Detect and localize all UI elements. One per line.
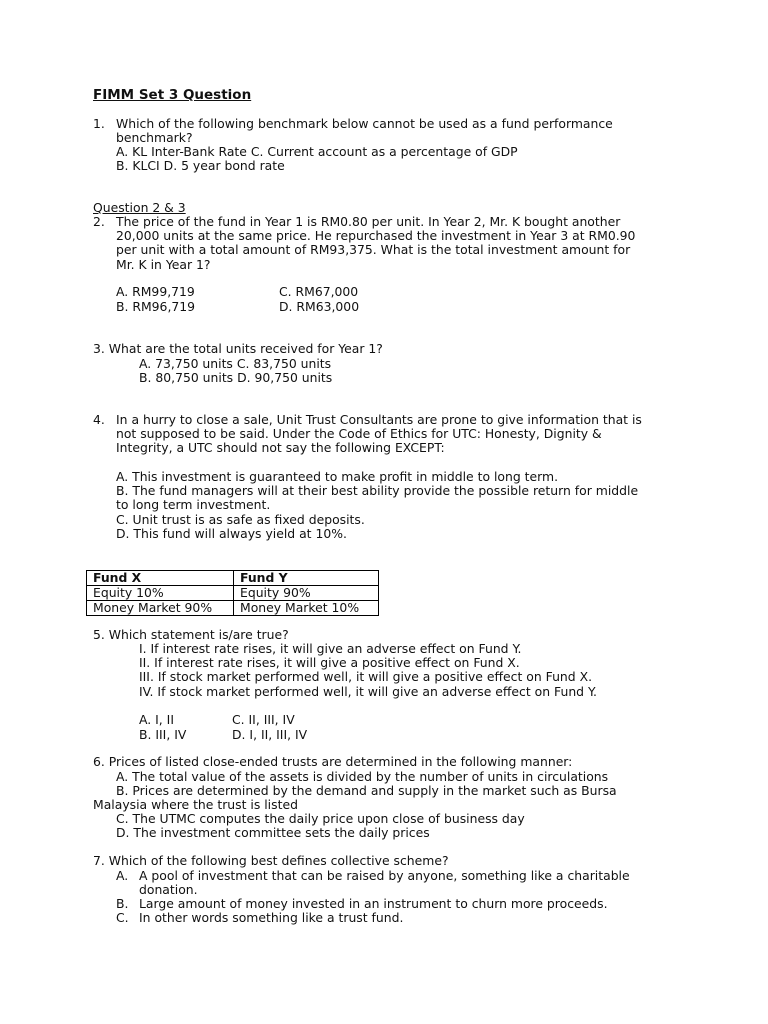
answer-option: A. KL Inter-Bank Rate C. Current account as a percentage of GDP: [116, 144, 518, 159]
question-text: 20,000 units at the same price. He repurchased the investment in Year 3 at RM0.90: [116, 228, 636, 243]
table-cell: Money Market 10%: [234, 601, 379, 616]
question-text: The price of the fund in Year 1 is RM0.80 per unit. In Year 2, Mr. K bought another: [116, 214, 621, 229]
answer-option: A pool of investment that can be raised by anyone, something like a charitable: [139, 868, 630, 883]
question-text: Integrity, a UTC should not say the following EXCEPT:: [116, 440, 445, 455]
page-title: FIMM Set 3 Question: [93, 87, 252, 103]
answer-option: A. The total value of the assets is divided by the number of units in circulations: [116, 769, 609, 784]
table-header-cell: Fund Y: [234, 571, 379, 586]
option-label: A.: [116, 868, 129, 883]
answer-option: B. KLCI D. 5 year bond rate: [116, 158, 285, 173]
question-text: benchmark?: [116, 130, 193, 145]
question-text: 5. Which statement is/are true?: [93, 627, 289, 642]
answer-option: C. RM67,000: [279, 284, 359, 299]
option-label: C.: [116, 910, 129, 925]
answer-option: to long term investment.: [116, 497, 271, 512]
table-header-row: [87, 571, 379, 586]
answer-option: C. Unit trust is as safe as fixed deposits.: [116, 512, 365, 527]
answer-option: B. Prices are determined by the demand and supply in the market such as Bursa: [116, 783, 617, 798]
answer-option: D. I, II, III, IV: [232, 727, 308, 742]
statement: IV. If stock market performed well, it will give an adverse effect on Fund Y.: [139, 684, 597, 699]
answer-option: A. I, II: [139, 712, 174, 727]
table-row: [87, 601, 379, 616]
answer-option: B. III, IV: [139, 727, 187, 742]
fund-comparison-table: [86, 570, 379, 616]
answer-option: C. The UTMC computes the daily price upon close of business day: [116, 811, 525, 826]
answer-option: In other words something like a trust fund.: [139, 910, 404, 925]
question-text: Which of the following benchmark below cannot be used as a fund performance: [116, 116, 613, 131]
answer-option: Malaysia where the trust is listed: [93, 797, 298, 812]
question-text: In a hurry to close a sale, Unit Trust Consultants are prone to give information that is: [116, 412, 642, 427]
answer-option: B. The fund managers will at their best ability provide the possible return for middle: [116, 483, 639, 498]
question-text: not supposed to be said. Under the Code of Ethics for UTC: Honesty, Dignity &: [116, 426, 602, 441]
answer-option: D. RM63,000: [279, 299, 360, 314]
answer-option: C. II, III, IV: [232, 712, 295, 727]
table-header-cell: Fund X: [87, 571, 234, 586]
answer-option: B. 80,750 units D. 90,750 units: [139, 370, 333, 385]
answer-option: B. RM96,719: [116, 299, 196, 314]
table-cell: Equity 10%: [87, 586, 234, 601]
section-heading: Question 2 & 3: [93, 200, 186, 215]
answer-option: donation.: [139, 882, 198, 897]
table-cell: Equity 90%: [234, 586, 379, 601]
answer-option: D. This fund will always yield at 10%.: [116, 526, 347, 541]
statement: I. If interest rate rises, it will give an adverse effect on Fund Y.: [139, 641, 522, 656]
answer-option: A. RM99,719: [116, 284, 195, 299]
table-row: [87, 586, 379, 601]
question-number: 4.: [93, 412, 105, 427]
question-number: 2.: [93, 214, 105, 229]
question-text: 6. Prices of listed close-ended trusts are determined in the following manner:: [93, 754, 573, 769]
question-number: 1.: [93, 116, 105, 131]
answer-option: A. 73,750 units C. 83,750 units: [139, 356, 332, 371]
question-text: 3. What are the total units received for Year 1?: [93, 341, 383, 356]
answer-option: Large amount of money invested in an instrument to churn more proceeds.: [139, 896, 608, 911]
question-text: per unit with a total amount of RM93,375. What is the total investment amount for: [116, 242, 631, 257]
option-label: B.: [116, 896, 129, 911]
statement: III. If stock market performed well, it will give a positive effect on Fund X.: [139, 669, 593, 684]
answer-option: D. The investment committee sets the daily prices: [116, 825, 430, 840]
question-text: 7. Which of the following best defines collective scheme?: [93, 853, 449, 868]
table-cell: Money Market 90%: [87, 601, 234, 616]
answer-option: A. This investment is guaranteed to make profit in middle to long term.: [116, 469, 559, 484]
statement: II. If interest rate rises, it will give a positive effect on Fund X.: [139, 655, 520, 670]
question-text: Mr. K in Year 1?: [116, 257, 211, 272]
